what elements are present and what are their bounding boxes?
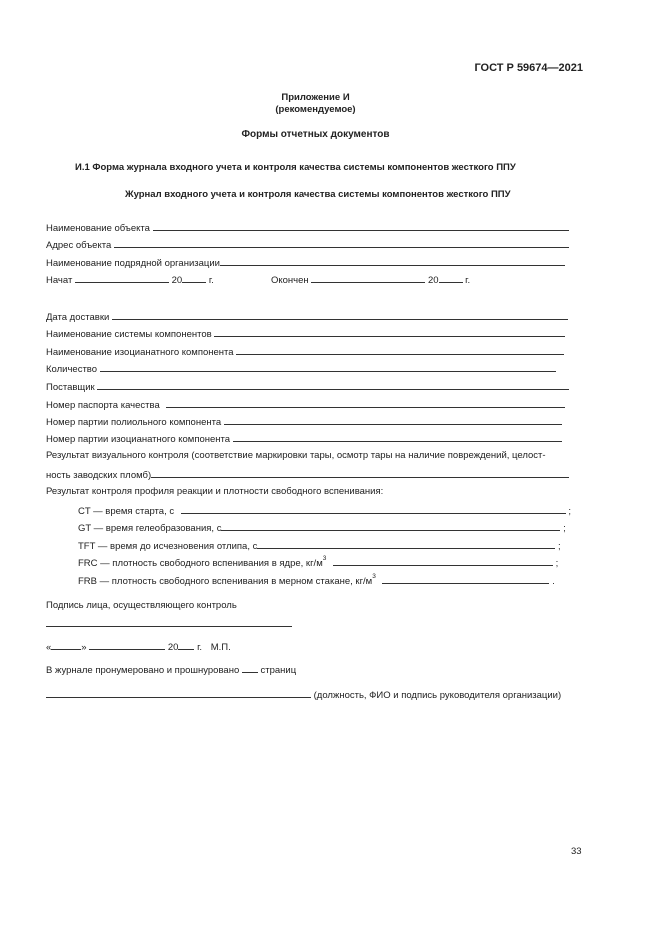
tft-terminator: ;: [558, 541, 561, 552]
end-date-row: [271, 273, 470, 287]
section-title: Формы отчетных документов: [241, 129, 390, 140]
polyol-batch-label: Номер партии полиольного компонента: [46, 417, 222, 428]
tft-line: [257, 539, 555, 549]
frc-label: FRC — плотность свободного вспенивания в ядре, кг/м: [78, 558, 323, 569]
journal-title: Журнал входного учета и контроля качества системы компонентов жесткого ППУ: [125, 189, 511, 200]
appendix-title: Приложение И: [281, 92, 350, 103]
sign-year-prefix: 20: [167, 642, 179, 653]
end-year-suffix: г.: [465, 275, 471, 286]
quantity-row: [46, 362, 556, 376]
stamp-label: М.П.: [210, 642, 231, 653]
contractor-row: [46, 256, 565, 270]
start-label: Начат: [46, 275, 73, 286]
frc-line: [333, 556, 553, 566]
system-name-line: [214, 327, 565, 337]
frc-exponent: 3: [322, 555, 327, 562]
numbered-label: В журнале пронумеровано и прошнуровано: [46, 665, 240, 676]
profile-result-row: [46, 486, 383, 498]
isocyanate-batch-line: [233, 432, 562, 442]
start-date-line: [75, 273, 169, 283]
object-name-row: [46, 221, 569, 235]
start-year-prefix: 20: [171, 275, 183, 286]
signature-label: Подпись лица, осуществляющего контроль: [46, 600, 237, 611]
frc-terminator: ;: [555, 558, 559, 569]
ct-label: CT — время старта, с: [78, 506, 175, 517]
object-name-label: Наименование объекта: [46, 223, 150, 234]
visual-result-row-2: [46, 468, 569, 482]
object-address-label: Адрес объекта: [46, 240, 112, 251]
delivery-date-line: [112, 310, 568, 320]
start-year-suffix: г.: [208, 275, 214, 286]
gt-terminator: ;: [563, 523, 566, 534]
passport-label: Номер паспорта качества: [46, 400, 160, 411]
page-number: 33: [571, 846, 582, 857]
gt-line: [221, 521, 560, 531]
frb-label: FRB — плотность свободного вспенивания в мерном стакане, кг/м: [78, 576, 373, 587]
polyol-batch-row: [46, 415, 562, 429]
sign-year-suffix: г.: [197, 642, 203, 653]
contractor-line: [220, 256, 565, 266]
frb-terminator: .: [552, 576, 555, 587]
isocyanate-name-line: [236, 345, 564, 355]
ct-line: [181, 504, 566, 514]
end-year-prefix: 20: [427, 275, 439, 286]
delivery-date-row: [46, 310, 568, 324]
visual-result-label-1: Результат визуального контроля (соответствие маркировки тары, осмотр тары на наличие повреждений, целост-: [46, 450, 546, 461]
signature-label-row: [46, 600, 237, 612]
day-line: [51, 640, 81, 650]
numbered-row: [46, 663, 296, 677]
gt-label: GT — время гелеобразования, с: [78, 523, 222, 534]
isocyanate-name-label: Наименование изоцианатного компонента: [46, 347, 234, 358]
frb-exponent: 3: [372, 573, 376, 580]
end-date-line: [311, 273, 425, 283]
head-signature-row: [46, 688, 561, 702]
object-name-line: [153, 221, 569, 231]
frc-row: [78, 556, 558, 570]
contractor-label: Наименование подрядной организации: [46, 258, 220, 269]
supplier-row: [46, 380, 569, 394]
quote-close: »: [81, 642, 87, 653]
dates-row: [46, 273, 214, 287]
system-name-label: Наименование системы компонентов: [46, 329, 212, 340]
head-signature-line: [46, 688, 311, 698]
supplier-label: Поставщик: [46, 382, 95, 393]
object-address-row: [46, 238, 569, 252]
start-year-line: [182, 273, 206, 283]
passport-line: [166, 398, 565, 408]
end-year-line: [439, 273, 463, 283]
profile-result-label: Результат контроля профиля реакции и плотности свободного вспенивания:: [46, 486, 384, 497]
isocyanate-name-row: [46, 345, 564, 359]
appendix-note: (рекомендуемое): [275, 104, 356, 115]
ct-terminator: ;: [568, 506, 572, 517]
isocyanate-batch-label: Номер партии изоцианатного компонента: [46, 434, 231, 445]
sign-year-line: [178, 640, 194, 650]
supplier-line: [97, 380, 569, 390]
end-label: Окончен: [271, 275, 309, 286]
frb-row: [78, 574, 555, 588]
polyol-batch-line: [224, 415, 562, 425]
quantity-line: [100, 362, 556, 372]
document-code: ГОСТ Р 59674—2021: [474, 62, 583, 74]
gt-row: [78, 521, 566, 535]
visual-result-label-2: ность заводских пломб): [46, 470, 152, 481]
frb-line: [382, 574, 549, 584]
tft-label: TFT — время до исчезновения отлипа, с: [78, 541, 258, 552]
quantity-label: Количество: [46, 364, 98, 375]
isocyanate-batch-row: [46, 432, 562, 446]
signature-line-row: [46, 617, 292, 631]
signature-line: [46, 617, 292, 627]
ct-row: [78, 504, 571, 518]
month-line: [89, 640, 165, 650]
tft-row: [78, 539, 561, 553]
head-signature-label: (должность, ФИО и подпись руководителя организации): [313, 690, 562, 701]
visual-result-line: [151, 468, 569, 478]
passport-row: [46, 398, 565, 412]
system-name-row: [46, 327, 565, 341]
signature-date-row: [46, 640, 231, 654]
visual-result-row-1: [46, 450, 546, 462]
delivery-date-label: Дата доставки: [46, 312, 110, 323]
object-address-line: [114, 238, 569, 248]
pages-line: [242, 663, 258, 673]
subsection-title: И.1 Форма журнала входного учета и контроля качества системы компонентов жесткого ППУ: [75, 162, 516, 173]
quote-open: «: [46, 642, 52, 653]
pages-label: страниц: [260, 665, 297, 676]
